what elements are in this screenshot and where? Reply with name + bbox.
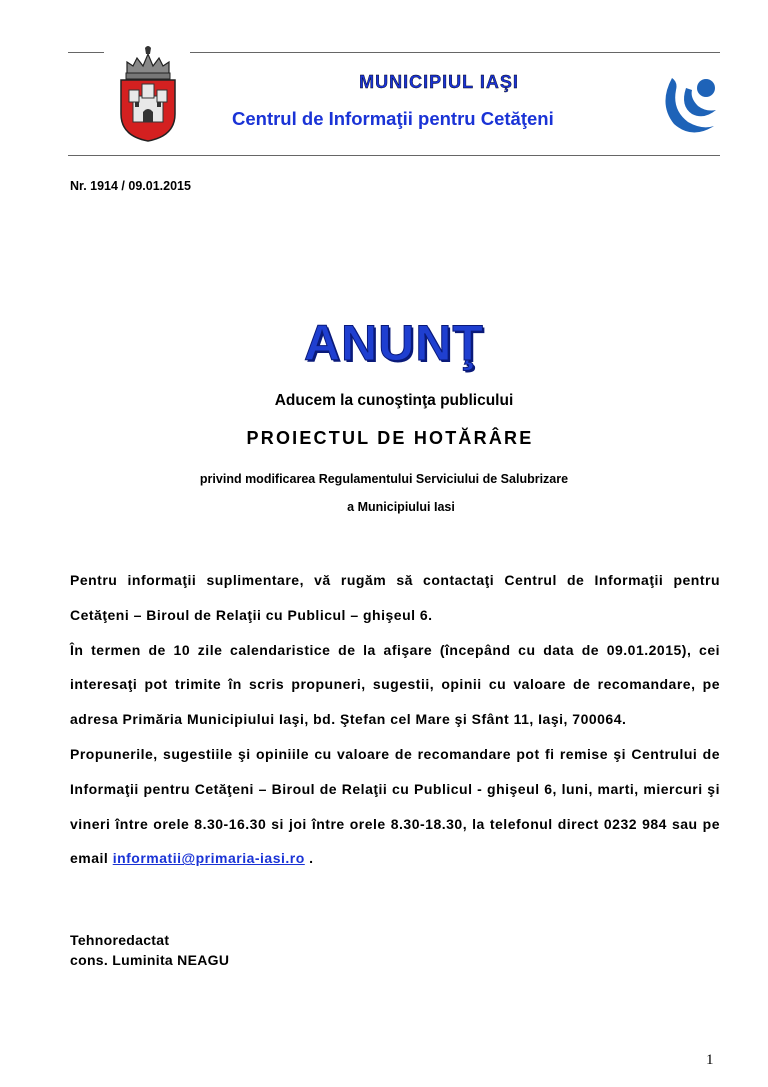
signature-role: Tehnoredactat [70,932,170,948]
project-title: PROIECTUL DE HOTĂRÂRE [246,428,534,448]
subject-line-2: a Municipiului Iasi [347,500,455,514]
lead-line: Aducem la cunoştinţa publicului [274,392,514,409]
paragraph-submission-end: . [304,850,314,867]
paragraph-submission-text: Propunerile, sugestiile şi opiniile cu valoare de recomandare pot fi remise şi Centrului de Informaţii pentru Cetăţeni – Biroul de Relaţii cu Publicul - ghişeul 6, luni, marti, miercuri şi vineri între orele 8.30-16.30 si joi între orele 8.30-18.30, la telefonul direct 0232 984 sau pe email [70,745,720,867]
email-link[interactable]: informatii@primaria-iasi.ro [112,850,305,867]
coat-of-arms-icon [113,44,183,142]
reference-number: Nr. 1914 / 09.01.2015 [70,179,191,193]
header-rule-left-short [68,52,104,53]
subject-line-1: privind modificarea Regulamentului Serviciului de Salubrizare [199,472,569,486]
page-number: 1 [706,1052,714,1068]
header-rule-top [190,52,720,53]
paragraph-submission [70,737,720,876]
paragraph-contact: Pentru informaţii suplimentare, vă rugăm să contactaţi Centrul de Informaţii pentru Cetăţeni – Biroul de Relaţii cu Publicul – ghişeul 6. [70,572,720,623]
signature-name: cons. Luminita NEAGU [70,952,230,968]
info-center-title: Centrul de Informaţii pentru Cetăţeni [232,108,554,129]
paragraph-deadline: În termen de 10 zile calendaristice de la afişare (începând cu data de 09.01.2015), cei interesaţi pot trimite în scris propuneri, sugestii, opinii cu valoare de recomandare, pe adresa Primăria Municipiului Iaşi, bd. Ştefan cel Mare şi Sfânt 11, Iaşi, 700064. [70,641,720,728]
announcement-title: ANUNŢ [304,315,484,371]
municipality-title: MUNICIPIUL IAŞI [359,72,519,92]
header-rule-bottom [68,155,720,156]
info-center-logo-icon [662,68,720,138]
signature-block [70,930,229,970]
body-text [70,563,720,876]
